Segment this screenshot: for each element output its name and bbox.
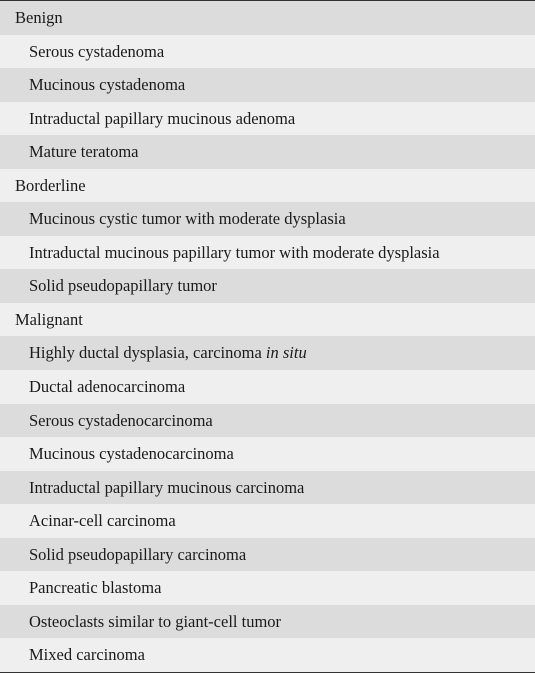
category-row-benign (0, 1, 535, 35)
category-label: Borderline (15, 175, 86, 195)
table-row (0, 269, 535, 303)
table-row (0, 236, 535, 270)
item-label: Serous cystadenocarcinoma (29, 410, 213, 430)
table-row (0, 538, 535, 572)
table-row (0, 102, 535, 136)
category-label: Malignant (15, 309, 83, 329)
category-row-borderline (0, 169, 535, 203)
item-label: Mucinous cystadenoma (29, 75, 186, 95)
table-row (0, 404, 535, 438)
table-row (0, 370, 535, 404)
item-label: Mucinous cystadenocarcinoma (29, 444, 234, 464)
item-label: Intraductal papillary mucinous carcinoma (29, 477, 305, 497)
item-label: Intraductal mucinous papillary tumor with moderate dysplasia (29, 242, 440, 262)
item-label: Mucinous cystic tumor with moderate dysplasia (29, 209, 346, 229)
table-row (0, 638, 535, 672)
table-row (0, 471, 535, 505)
table-row (0, 35, 535, 69)
item-label: Solid pseudopapillary tumor (29, 276, 217, 296)
item-label: Serous cystadenoma (29, 41, 165, 61)
table-row (0, 68, 535, 102)
item-label: Mature teratoma (29, 142, 139, 162)
table-row (0, 336, 535, 370)
table-row (0, 605, 535, 639)
table-row (0, 504, 535, 538)
table-row (0, 135, 535, 169)
item-label: Acinar-cell carcinoma (29, 511, 176, 531)
item-label: Pancreatic blastoma (29, 578, 162, 598)
table-row (0, 202, 535, 236)
table-row (0, 571, 535, 605)
table-row (0, 437, 535, 471)
category-label: Benign (15, 8, 63, 27)
category-row-malignant (0, 303, 535, 337)
item-label: Solid pseudopapillary carcinoma (29, 544, 247, 564)
item-label: Highly ductal dysplasia, carcinoma (29, 343, 266, 363)
item-label-italic: in situ (265, 343, 307, 363)
item-label: Mixed carcinoma (29, 645, 145, 665)
item-label: Osteoclasts similar to giant-cell tumor (29, 611, 282, 631)
item-label: Intraductal papillary mucinous adenoma (29, 108, 296, 128)
item-label: Ductal adenocarcinoma (29, 377, 186, 397)
